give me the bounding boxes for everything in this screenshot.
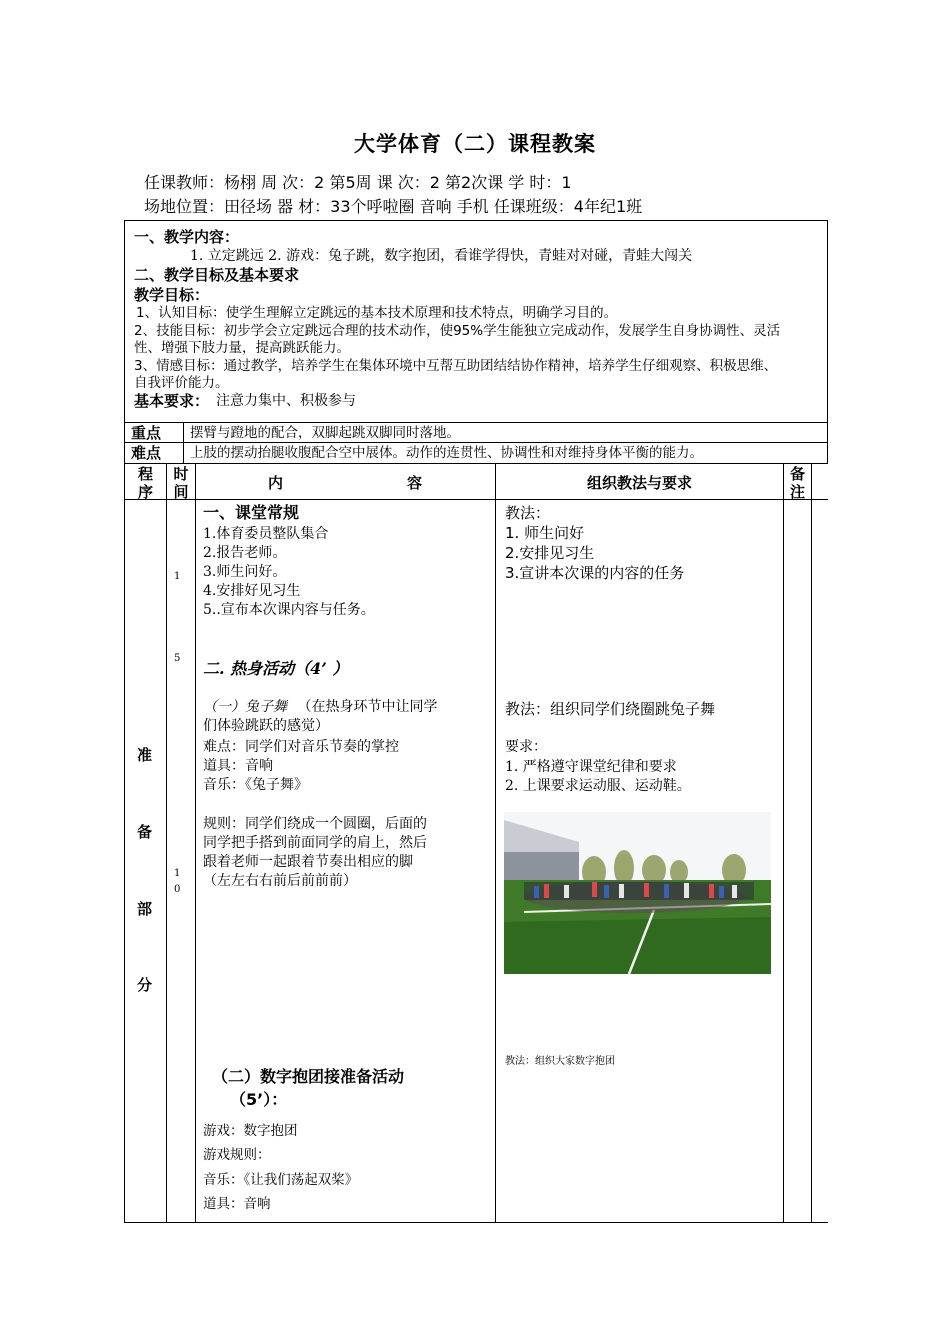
section-char-2: 备	[137, 823, 153, 841]
key-label: 重点	[131, 424, 162, 442]
goals-heading: 二、教学目标及基本要求	[134, 266, 300, 284]
routine-heading: 一、课堂常规	[203, 503, 300, 522]
goal-skill-line2: 性、增强下肢力量，提高跳跃能力。	[134, 340, 350, 356]
header-notes-char2: 注	[789, 483, 805, 501]
dance-prop: 道具：音响	[203, 758, 273, 774]
method-label-2: 教法：组织同学们绕圈跳兔子舞	[505, 700, 716, 718]
info-line-venue: 场地位置：田径场 器 材：33个呼啦圈 音响 手机 任课班级：4年纪1班	[144, 197, 643, 216]
goals-subheading: 教学目标：	[134, 286, 210, 304]
bunny-dance-line2: 们体验跳跃的感觉）	[203, 718, 329, 734]
requirement-text: 注意力集中、积极参与	[216, 393, 356, 409]
goal-emotion-line1: 3、情感目标：通过教学，培养学生在集体环境中互帮互助团结结协作精神，培养学生仔细观察、积极思维、	[134, 358, 778, 374]
goal-emotion-line2: 自我评价能力。	[134, 375, 229, 391]
routine-item-5: 5..宣布本次课内容与任务。	[203, 602, 375, 618]
number-hug-duration: （5’）：	[230, 1090, 288, 1109]
dance-music: 音乐：《兔子舞》	[203, 777, 308, 793]
section-char-4: 分	[137, 976, 153, 994]
game-prop: 道具：音响	[203, 1196, 271, 1212]
header-time	[167, 465, 195, 501]
bunny-dance-note: （在热身环节中让同学	[297, 699, 438, 715]
info-line-teacher: 任课教师：杨栩 周 次：2 第5周 课 次：2 第2次课 学 时：1	[144, 173, 572, 192]
game-name: 游戏：数字抱团	[203, 1123, 298, 1139]
difficulty-text: 上肢的摆动抬腿收腹配合空中展体。动作的连贯性、协调性和对维持身体平衡的能力。	[190, 445, 703, 461]
photo-caption: 教法：组织大家数字抱团	[505, 1056, 615, 1067]
routine-item-4: 4.安排好见习生	[203, 583, 301, 599]
difficulty-label: 难点	[131, 444, 162, 462]
routine-item-3: 3.师生问好。	[203, 564, 287, 580]
requirement-label-2: 要求：	[505, 739, 547, 755]
field-photo	[504, 812, 771, 974]
header-method: 组织教法与要求	[586, 474, 692, 492]
header-content-char1: 内	[268, 474, 284, 492]
game-music: 音乐：《让我们荡起双桨》	[203, 1172, 359, 1188]
time-value-3b: 0	[174, 884, 181, 895]
dance-rule-line2: 同学把手搭到前面同学的肩上，然后	[203, 835, 427, 851]
content-heading: 一、教学内容：	[134, 228, 240, 246]
method-item-3: 3.宣讲本次课的内容的任务	[505, 564, 685, 582]
key-text: 摆臂与蹬地的配合，双脚起跳双脚同时落地。	[190, 425, 460, 441]
photo-grass-dark	[504, 917, 771, 974]
time-value-2: 5	[174, 653, 181, 664]
header-sequence-char2: 序	[137, 483, 153, 501]
section-char-1: 准	[137, 746, 153, 764]
method-label-1: 教法：	[505, 504, 551, 522]
header-sequence	[125, 465, 166, 501]
dance-rule-line1: 规则：同学们绕成一个圆圈，后面的	[203, 816, 427, 832]
routine-item-2: 2.报告老师。	[203, 545, 287, 561]
method-item-2: 2.安排见习生	[505, 544, 595, 562]
method-item-1: 1. 师生问好	[505, 524, 585, 542]
header-notes	[784, 465, 811, 501]
photo-stand-roof	[504, 852, 579, 882]
routine-item-1: 1.体育委员整队集合	[203, 526, 329, 542]
bunny-dance-line1	[203, 698, 437, 717]
requirement-label: 基本要求：	[134, 392, 210, 410]
warmup-heading: 二. 热身活动（4’ ）	[203, 659, 349, 678]
header-content-char2: 容	[407, 474, 423, 492]
page-title: 大学体育（二）课程教案	[354, 132, 596, 156]
goal-cognitive: 1、认知目标：使学生理解立定跳远的基本技术原理和技术特点，明确学习目的。	[136, 305, 618, 321]
dance-rule-line3: 跟着老师一起跟着节奏出相应的脚	[203, 854, 413, 870]
header-notes-char1: 备	[789, 465, 805, 483]
dance-difficulty: 难点：同学们对音乐节奏的掌控	[203, 739, 399, 755]
content-items: 1. 立定跳远 2. 游戏：兔子跳，数字抱团，看谁学得快，青蛙对对碰，青蛙大闯关	[190, 248, 693, 264]
requirement-item-2: 2. 上课要求运动服、运动鞋。	[505, 778, 691, 794]
requirement-item-1: 1. 严格遵守课堂纪律和要求	[505, 759, 677, 775]
bunny-dance-title: （一）兔子舞	[203, 699, 287, 715]
header-sequence-char1: 程	[137, 465, 153, 483]
header-time-char2: 间	[173, 483, 189, 501]
goal-skill-line1: 2、技能目标：初步学会立定跳远合理的技术动作，使95%学生能独立完成动作，发展学生自身协调性、灵活	[134, 323, 781, 339]
time-value-3a: 1	[174, 868, 181, 879]
section-char-3: 部	[137, 900, 153, 918]
number-hug-heading: （二）数字抱团接准备活动	[212, 1067, 405, 1086]
header-time-char1: 时	[173, 465, 189, 483]
dance-rule-line4: （左左右右前后前前前）	[203, 873, 357, 889]
time-value-1: 1	[174, 571, 181, 582]
game-rules: 游戏规则：	[203, 1147, 271, 1163]
